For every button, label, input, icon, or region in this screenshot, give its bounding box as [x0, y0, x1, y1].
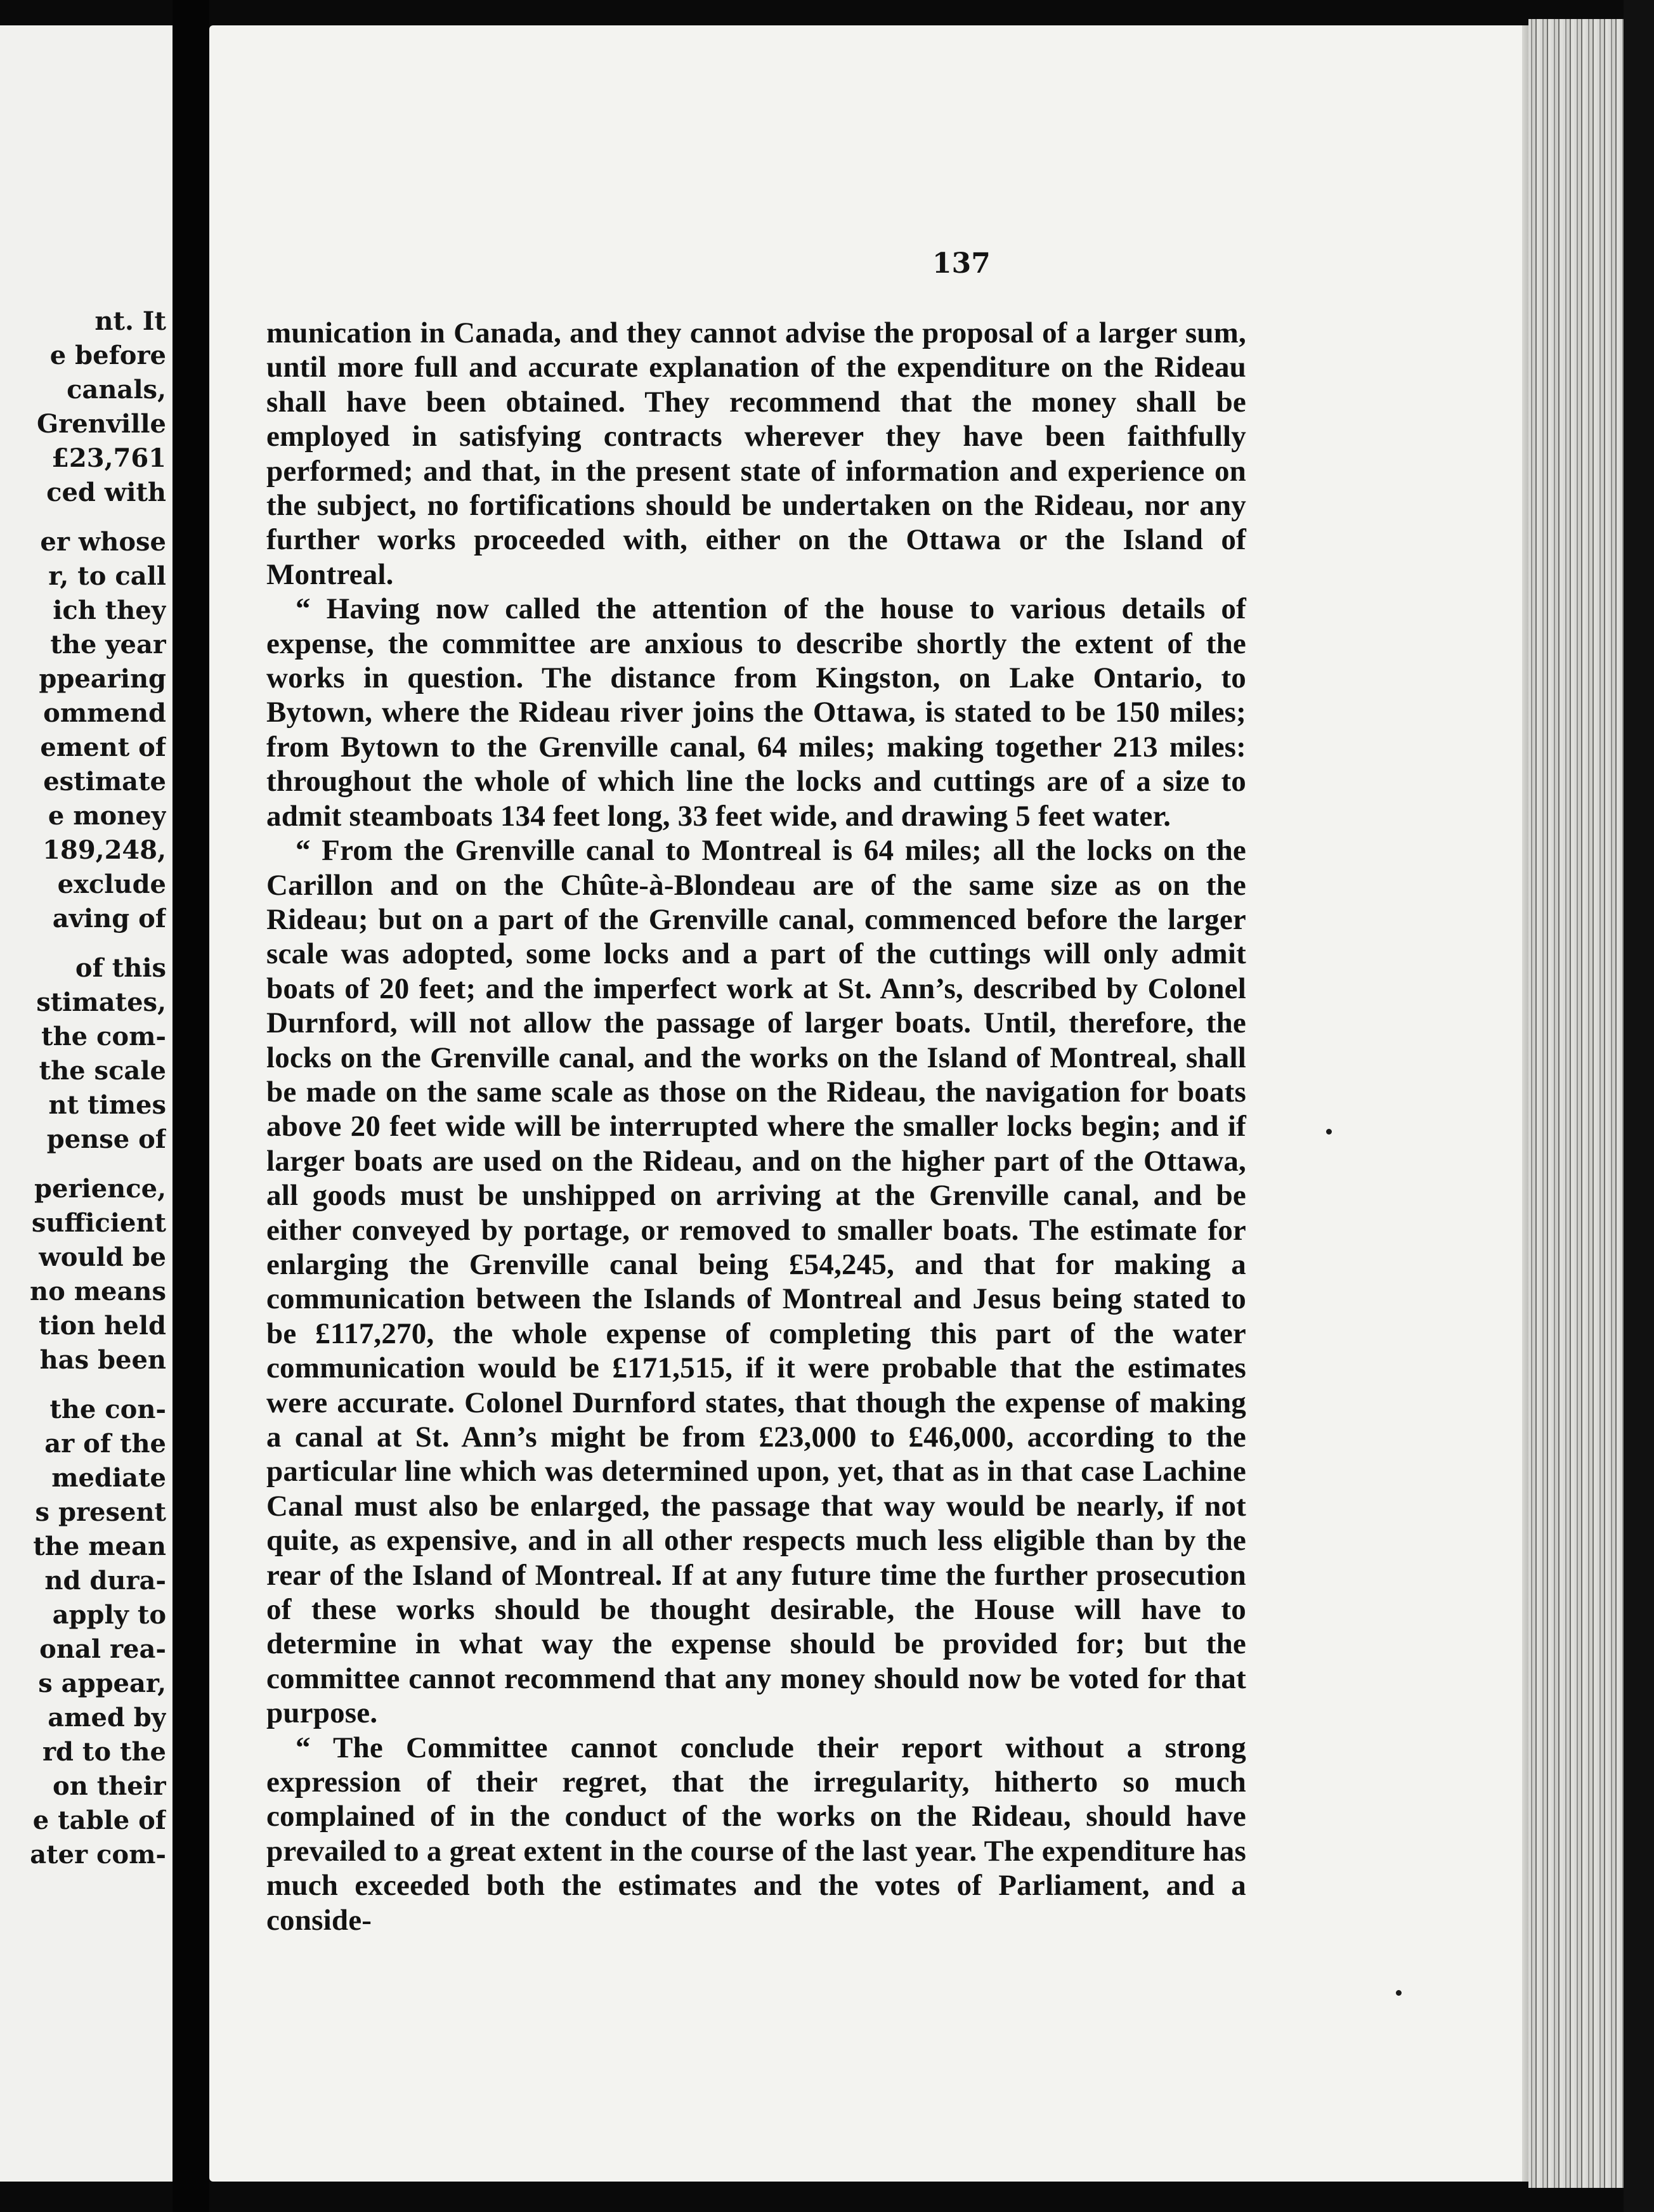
previous-page-line: the con- [49, 1395, 166, 1424]
previous-page-line: 189,248, [42, 835, 166, 865]
previous-page-line: canals, [67, 375, 166, 405]
paragraph: “ Having now called the attention of the house to various details of expense, the committee are anxious to describe shortly the extent of the works in question. The distance from Kingston, on Lake Ontario, to Bytown, where the Rideau river joins the Ottawa, is stated to be 150 miles; from Bytown to the Grenville canal, 64 miles; making together 213 miles: throughout the whole of which line the locks and cuttings are of a size to admit steamboats 134 feet long, 33 feet wide, and drawing 5 feet water. [266, 592, 1246, 833]
previous-page-line: ater com- [30, 1840, 166, 1870]
previous-page-line: of this [75, 953, 166, 983]
previous-page-line: amed by [48, 1703, 166, 1733]
previous-page-line: the scale [39, 1056, 166, 1086]
previous-page-text [0, 304, 166, 1872]
previous-page-line: the com- [41, 1022, 166, 1051]
previous-page-gap [0, 1157, 166, 1172]
previous-page-line: ement of [40, 732, 166, 762]
previous-page-line: the mean [33, 1532, 166, 1561]
previous-page-line: exclude [57, 869, 166, 899]
paragraph: “ From the Grenville canal to Montreal is 64 miles; all the locks on the Carillon and on the Chûte-à-Blondeau are of the same size as on the Rideau; but on a part of the Grenville canal, commenced before the larger scale was adopted, some locks and a part of the cuttings will only admit boats of 20 feet; and the imperfect work at St. Ann’s, described by Colonel Durnford, will not allow the passage of larger boats. Until, therefore, the locks on the Grenville canal, and the works on the Island of Montreal, shall be made on the same scale as those on the Rideau, the navigation for boats above 20 feet wide will be interrupted where the smaller locks begin; and if larger boats are used on the Rideau, and on the higher part of the Ottawa, all goods must be unshipped on arriving at the Grenville canal, and be either conveyed by portage, or removed to smaller boats. The estimate for enlarging the Grenville canal being £54,245, and that for making a communication between the Islands of Montreal and Jesus being stated to be £117,270, the whole expense of completing this part of the water communication would be £171,515, if it were probable that the estimates were accurate. Colonel Durnford states, that though the expense of making a canal at St. Ann’s might be from £23,000 to £46,000, according to the particular line which was determined upon, yet, that as in that case Lachine Canal must also be enlarged, the passage that way would be nearly, if not quite, as expensive, and in all other respects much less eligible than by the rear of the Island of Montreal. If at any future time the further prosecution of these works should be thought desirable, the House will have to determine in what way the expense should be provided for; but the committee cannot recommend that any money should now be voted for that purpose. [266, 834, 1246, 1730]
previous-page-line: onal rea- [39, 1634, 166, 1664]
previous-page-line: no means [30, 1277, 166, 1306]
previous-page-gap [0, 510, 166, 525]
previous-page-gap [0, 936, 166, 951]
previous-page-line: ich they [53, 595, 166, 625]
previous-page-line: mediate [51, 1463, 166, 1493]
ink-speck [1326, 1129, 1332, 1135]
previous-page-line: sufficient [31, 1208, 166, 1238]
previous-page-line: would be [39, 1242, 166, 1272]
page [209, 25, 1528, 2182]
previous-page-line: r, to call [48, 561, 166, 591]
previous-page-line: e before [49, 341, 166, 370]
previous-page-line: nd dura- [44, 1566, 166, 1596]
previous-page-line: the year [50, 630, 166, 660]
paragraph: munication in Canada, and they cannot advise the proposal of a larger sum, until more full and accurate explanation of the expenditure on the Rideau shall have been obtained. They recommend that the money shall be employed in satisfying contracts wherever they have been faithfully performed; and that, in the present state of information and experience on the subject, no fortifications should be undertaken on the Rideau, nor any further works proceeded with, either on the Ottawa or the Island of Montreal. [266, 316, 1246, 591]
previous-page-line: s appear, [38, 1669, 166, 1698]
previous-page-line: ced with [46, 478, 166, 507]
paragraph: “ The Committee cannot conclude their report without a strong expression of their regret, that the irregularity, hitherto so much complained of in the conduct of the works on the Rideau, should have prevailed to a great extent in the course of the last year. The expenditure has much exceeded both the estimates and the votes of Parliament, and a conside- [266, 1731, 1246, 1937]
previous-page-line: nt. It [94, 306, 166, 336]
previous-page-line: apply to [52, 1600, 166, 1630]
previous-page-line: has been [39, 1345, 166, 1375]
body-text [266, 316, 1246, 1937]
previous-page-fragment [0, 25, 173, 2182]
previous-page-line: s present [35, 1497, 166, 1527]
previous-page-line: ar of the [44, 1429, 166, 1459]
ink-speck [1396, 1990, 1402, 1996]
scan-border [1624, 0, 1654, 2212]
previous-page-line: e money [48, 801, 166, 831]
page-number: 137 [932, 247, 991, 280]
previous-page-line: ommend [43, 698, 166, 728]
previous-page-line: stimates, [36, 987, 166, 1017]
previous-page-line: pense of [46, 1124, 166, 1154]
previous-page-line: perience, [34, 1174, 166, 1204]
previous-page-line: aving of [52, 904, 166, 934]
previous-page-line: er whose [40, 527, 166, 557]
previous-page-line: tion held [38, 1311, 166, 1341]
previous-page-line: ppearing [39, 664, 166, 694]
book-gutter [173, 0, 209, 2212]
previous-page-gap [0, 1377, 166, 1393]
previous-page-line: nt times [48, 1090, 166, 1120]
previous-page-line: rd to the [42, 1737, 166, 1767]
previous-page-line: Grenville [36, 409, 166, 439]
previous-page-line: on their [53, 1771, 166, 1801]
previous-page-line: e table of [32, 1805, 166, 1835]
previous-page-line: estimate [43, 767, 166, 797]
previous-page-line: £23,761 [51, 443, 166, 473]
